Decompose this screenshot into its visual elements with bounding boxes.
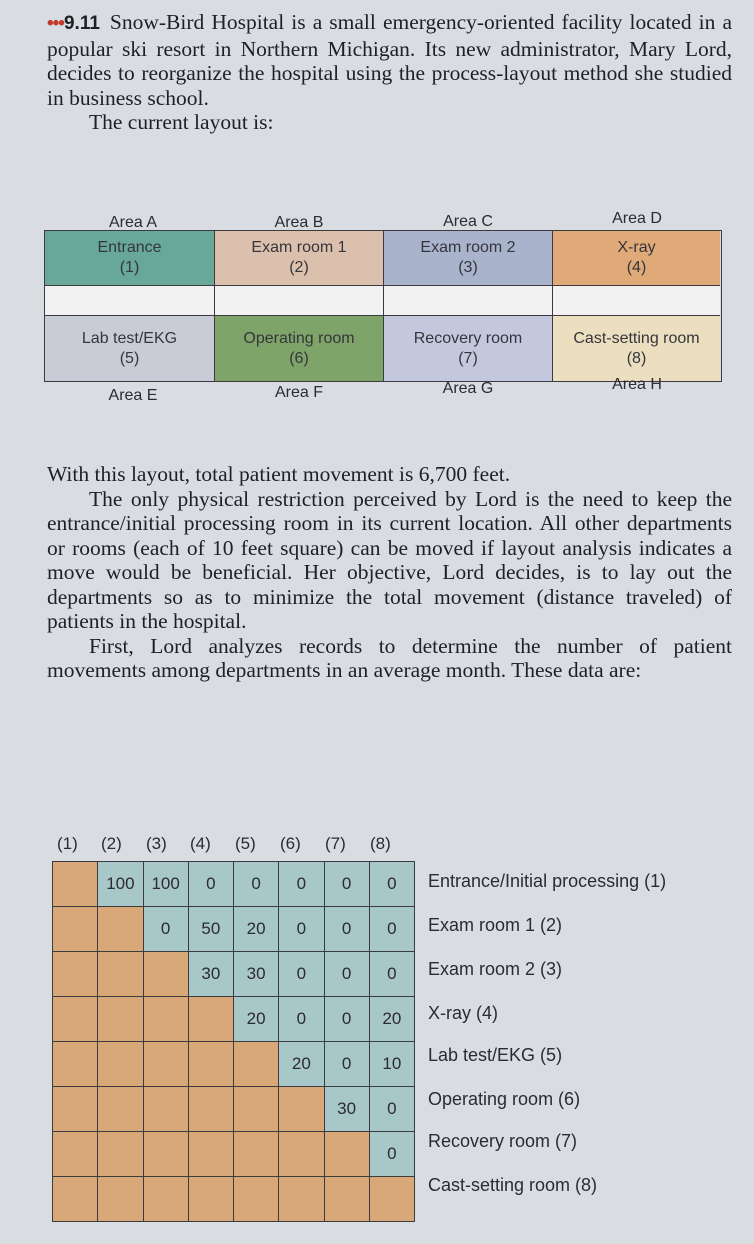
room-entrance: Entrance (1) xyxy=(45,231,215,286)
matrix-cell: 0 xyxy=(279,862,324,907)
matrix-cell: 0 xyxy=(369,1087,414,1132)
matrix-cell: 0 xyxy=(143,907,188,952)
room-x-ray: X-ray (4) xyxy=(553,231,720,286)
problem-number: 9.11 xyxy=(63,13,100,34)
matrix-cell: 20 xyxy=(234,907,279,952)
problem-intro xyxy=(47,10,732,135)
matrix-col-header: (5) xyxy=(235,834,256,853)
area-f-label: Area F xyxy=(274,384,323,401)
matrix-row-label: Lab test/EKG (5) xyxy=(428,1045,563,1065)
matrix-col-header: (3) xyxy=(146,834,167,853)
matrix-row xyxy=(53,1132,415,1177)
matrix-cell: 0 xyxy=(279,952,324,997)
matrix-cell: 20 xyxy=(279,1042,324,1087)
matrix-cell: 30 xyxy=(188,952,233,997)
matrix-cell: 0 xyxy=(324,952,369,997)
matrix-cell: 0 xyxy=(324,1042,369,1087)
matrix-row-label: Entrance/Initial processing (1) xyxy=(428,871,667,891)
matrix-cell: 0 xyxy=(234,862,279,907)
matrix-cell: 0 xyxy=(324,862,369,907)
matrix-cell: 0 xyxy=(188,862,233,907)
matrix-cell: 0 xyxy=(369,907,414,952)
matrix-cell: 0 xyxy=(324,907,369,952)
matrix-col-header: (2) xyxy=(101,834,122,853)
matrix-cell: 30 xyxy=(324,1087,369,1132)
difficulty-dots: ••• xyxy=(47,13,64,34)
matrix-col-header: (8) xyxy=(370,834,391,853)
matrix-row xyxy=(53,862,415,907)
matrix-cell: 0 xyxy=(279,997,324,1042)
matrix-row-label: X-ray (4) xyxy=(428,1003,499,1023)
matrix-cell: 100 xyxy=(98,862,143,907)
matrix-cell: 0 xyxy=(279,907,324,952)
room-exam-2: Exam room 2 (3) xyxy=(384,231,553,286)
matrix-col-header: (7) xyxy=(325,834,346,853)
matrix-row xyxy=(53,907,415,952)
matrix-row-label: Exam room 2 (3) xyxy=(428,959,563,979)
room-recovery: Recovery room (7) xyxy=(384,316,553,381)
matrix-row xyxy=(53,952,415,997)
matrix-cell: 0 xyxy=(369,1132,414,1177)
area-a-label: Area A xyxy=(108,214,158,231)
matrix-row xyxy=(53,1042,415,1087)
current-layout-grid xyxy=(44,230,722,382)
area-d-label: Area D xyxy=(612,210,662,227)
matrix-row-label: Cast-setting room (8) xyxy=(428,1175,598,1195)
matrix-row xyxy=(53,1087,415,1132)
area-g-label: Area G xyxy=(442,380,494,397)
matrix-cell: 50 xyxy=(188,907,233,952)
matrix-cell: 0 xyxy=(369,952,414,997)
matrix-cell: 0 xyxy=(324,997,369,1042)
matrix-cell: 100 xyxy=(143,862,188,907)
matrix-row-label: Recovery room (7) xyxy=(428,1131,578,1151)
matrix-cell: 20 xyxy=(369,997,414,1042)
matrix-cell: 30 xyxy=(234,952,279,997)
paragraph-total-movement: With this layout, total patient movement is 6,700 feet. xyxy=(47,462,511,486)
matrix-row xyxy=(53,1177,415,1222)
hallway-cell xyxy=(45,286,215,316)
room-operating: Operating room (6) xyxy=(215,316,384,381)
matrix-cell: 20 xyxy=(234,997,279,1042)
matrix-col-header: (6) xyxy=(280,834,301,853)
matrix-col-header: (4) xyxy=(190,834,211,853)
hallway-cell xyxy=(384,286,553,316)
matrix-cell: 0 xyxy=(369,862,414,907)
patient-movement-matrix xyxy=(52,861,415,1222)
body-text xyxy=(47,462,732,683)
matrix-col-header: (1) xyxy=(57,834,78,853)
room-exam-1: Exam room 1 (2) xyxy=(215,231,384,286)
area-e-label: Area E xyxy=(108,387,158,404)
problem-intro-text: Snow-Bird Hospital is a small emergency-oriented facility located in a popular ski resort in Northern Michigan. Its new administrator, Mary Lord, decides to reorganize the hospital using the process-layout method she studied in business school. xyxy=(47,10,732,110)
matrix-cell: 10 xyxy=(369,1042,414,1087)
area-h-label: Area H xyxy=(612,376,662,393)
hallway-cell xyxy=(553,286,720,316)
current-layout-text: The current layout is: xyxy=(89,110,274,134)
room-cast-setting: Cast-setting room (8) xyxy=(553,316,720,381)
room-lab-test: Lab test/EKG (5) xyxy=(45,316,215,381)
matrix-row xyxy=(53,997,415,1042)
hallway-cell xyxy=(215,286,384,316)
area-b-label: Area B xyxy=(274,214,324,231)
matrix-row-label: Operating room (6) xyxy=(428,1089,581,1109)
paragraph-restriction: The only physical restriction perceived by Lord is the need to keep the entrance/initial processing room in its current location. All other departments or rooms (each of 10 feet square) can be moved if layout analysis indicates a move would be beneficial. Her objective, Lord decides, is to lay out the departments so as to minimize the total movement (distance traveled) of patients in the hospital. xyxy=(47,486,732,633)
matrix-row-label: Exam room 1 (2) xyxy=(428,915,563,935)
paragraph-records: First, Lord analyzes records to determine the number of patient movements among departments in an average month. These data are: xyxy=(47,633,732,682)
area-c-label: Area C xyxy=(443,213,493,230)
